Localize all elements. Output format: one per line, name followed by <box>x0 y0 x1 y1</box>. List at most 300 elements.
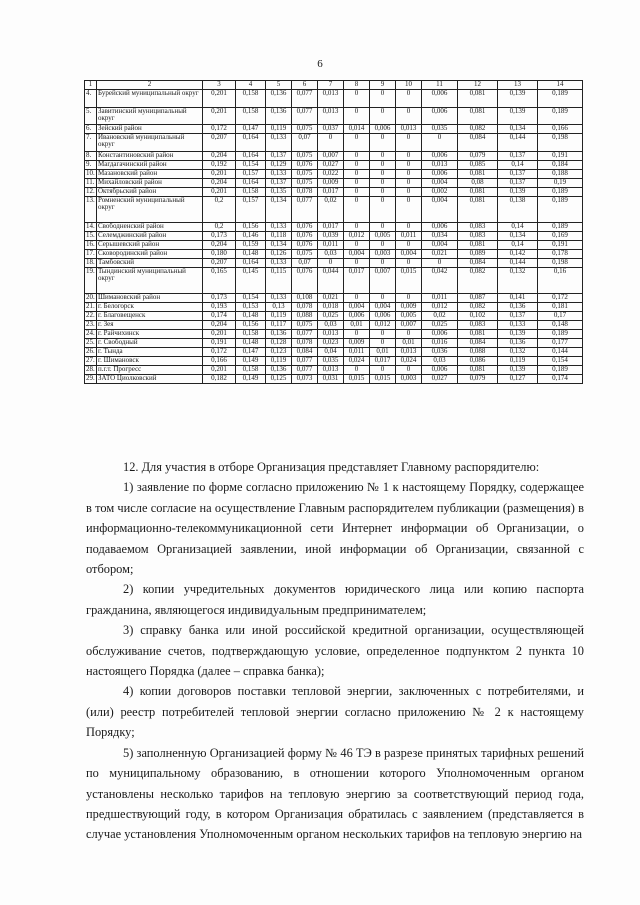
value-cell: 0 <box>370 187 396 196</box>
value-cell: 0,075 <box>292 320 318 329</box>
value-cell: 0,023 <box>318 338 344 347</box>
header-cell: 3 <box>203 81 236 90</box>
value-cell: 0,132 <box>498 347 538 356</box>
table-row <box>85 374 583 383</box>
value-cell: 0 <box>344 169 370 178</box>
value-cell: 0,013 <box>318 329 344 338</box>
value-cell: 0 <box>370 134 396 152</box>
value-cell: 0 <box>396 329 422 338</box>
value-cell: 0,137 <box>266 151 292 160</box>
value-cell: 0,015 <box>344 374 370 383</box>
value-cell: 0,013 <box>318 365 344 374</box>
value-cell: 0 <box>422 258 458 267</box>
value-cell: 0 <box>370 169 396 178</box>
table-row <box>85 249 583 258</box>
value-cell: 0 <box>344 187 370 196</box>
value-cell: 0,119 <box>266 125 292 134</box>
value-cell: 0 <box>396 160 422 169</box>
value-cell: 0,174 <box>538 374 583 383</box>
district-name-cell: Мазановский район <box>97 169 203 178</box>
value-cell: 0,012 <box>344 231 370 240</box>
value-cell: 0,015 <box>396 267 422 293</box>
value-cell: 0,016 <box>422 338 458 347</box>
value-cell: 0,198 <box>538 134 583 152</box>
table-row <box>85 187 583 196</box>
table-row <box>85 178 583 187</box>
paragraph-12: 12. Для участия в отборе Организация представляет Главному распорядителю: <box>123 460 540 474</box>
value-cell: 0 <box>344 365 370 374</box>
value-cell: 0,078 <box>292 302 318 311</box>
row-number-cell: 28. <box>86 365 95 373</box>
value-cell: 0,148 <box>236 338 266 347</box>
value-cell: 0,173 <box>203 231 236 240</box>
value-cell: 0,075 <box>292 151 318 160</box>
value-cell: 0,012 <box>370 320 396 329</box>
table-row <box>85 134 583 152</box>
value-cell: 0,042 <box>422 267 458 293</box>
table-row <box>85 258 583 267</box>
district-name-cell: Магдагачинский район <box>97 160 203 169</box>
value-cell: 0,142 <box>498 249 538 258</box>
row-number-cell: 14. <box>86 222 95 230</box>
table-header-row <box>85 81 583 90</box>
value-cell: 0,204 <box>203 240 236 249</box>
value-cell: 0,173 <box>203 293 236 302</box>
value-cell: 0,009 <box>396 302 422 311</box>
value-cell: 0,149 <box>236 374 266 383</box>
header-cell: 2 <box>97 81 203 90</box>
value-cell: 0,158 <box>236 329 266 338</box>
value-cell: 0,036 <box>422 347 458 356</box>
table-row <box>85 365 583 374</box>
value-cell: 0,153 <box>236 302 266 311</box>
value-cell: 0,017 <box>318 222 344 231</box>
value-cell: 0,002 <box>422 187 458 196</box>
value-cell: 0,204 <box>203 151 236 160</box>
value-cell: 0,004 <box>422 196 458 222</box>
value-cell: 0,147 <box>236 125 266 134</box>
district-name-cell: Завитинский муниципальный округ <box>97 107 203 125</box>
value-cell: 0,025 <box>422 320 458 329</box>
value-cell: 0,119 <box>498 356 538 365</box>
value-cell: 0,088 <box>292 311 318 320</box>
value-cell: 0 <box>344 240 370 249</box>
value-cell: 0,204 <box>203 320 236 329</box>
value-cell: 0 <box>370 240 396 249</box>
row-number-cell: 22. <box>86 311 95 319</box>
value-cell: 0,013 <box>318 90 344 108</box>
value-cell: 0,158 <box>236 107 266 125</box>
value-cell: 0,018 <box>318 302 344 311</box>
table-row <box>85 196 583 222</box>
value-cell: 0,201 <box>203 107 236 125</box>
value-cell: 0,136 <box>498 302 538 311</box>
value-cell: 0,119 <box>266 356 292 365</box>
value-cell: 0 <box>396 222 422 231</box>
row-number-cell: 12. <box>86 187 95 195</box>
value-cell: 0 <box>370 365 396 374</box>
value-cell: 0,158 <box>236 187 266 196</box>
value-cell: 0,144 <box>538 347 583 356</box>
value-cell: 0,139 <box>498 365 538 374</box>
value-cell: 0,037 <box>318 125 344 134</box>
value-cell: 0,004 <box>370 302 396 311</box>
value-cell: 0,011 <box>344 347 370 356</box>
value-cell: 0,007 <box>396 320 422 329</box>
value-cell: 0,129 <box>266 160 292 169</box>
value-cell: 0,003 <box>396 374 422 383</box>
value-cell: 0,181 <box>538 302 583 311</box>
value-cell: 0,156 <box>236 320 266 329</box>
value-cell: 0 <box>344 293 370 302</box>
value-cell: 0,081 <box>458 240 498 249</box>
value-cell: 0 <box>396 107 422 125</box>
value-cell: 0,004 <box>344 302 370 311</box>
row-number-cell: 24. <box>86 329 95 337</box>
district-name-cell: Серышевский район <box>97 240 203 249</box>
value-cell: 0,004 <box>344 249 370 258</box>
district-name-cell: Зейский район <box>97 125 203 134</box>
district-name-cell: Тындинский муниципальный округ <box>97 267 203 293</box>
value-cell: 0,086 <box>458 356 498 365</box>
value-cell: 0 <box>396 258 422 267</box>
value-cell: 0,188 <box>538 169 583 178</box>
value-cell: 0,004 <box>396 249 422 258</box>
table-row <box>85 311 583 320</box>
value-cell: 0,189 <box>538 196 583 222</box>
value-cell: 0,089 <box>458 249 498 258</box>
value-cell: 0,136 <box>266 107 292 125</box>
value-cell: 0 <box>344 258 370 267</box>
value-cell: 0,133 <box>266 169 292 178</box>
value-cell: 0,006 <box>422 329 458 338</box>
value-cell: 0,134 <box>498 231 538 240</box>
value-cell: 0,07 <box>292 134 318 152</box>
value-cell: 0 <box>344 90 370 108</box>
value-cell: 0,081 <box>458 365 498 374</box>
value-cell: 0,011 <box>422 293 458 302</box>
value-cell: 0,024 <box>344 356 370 365</box>
value-cell: 0 <box>370 196 396 222</box>
value-cell: 0,082 <box>458 302 498 311</box>
district-name-cell: Шимановский район <box>97 293 203 302</box>
value-cell: 0,009 <box>318 178 344 187</box>
value-cell: 0,14 <box>498 160 538 169</box>
value-cell: 0,081 <box>458 329 498 338</box>
district-name-cell: г. Шимановск <box>97 356 203 365</box>
table-row <box>85 293 583 302</box>
value-cell: 0,17 <box>538 311 583 320</box>
value-cell: 0,083 <box>458 222 498 231</box>
value-cell: 0,082 <box>458 125 498 134</box>
value-cell: 0,137 <box>498 178 538 187</box>
value-cell: 0,207 <box>203 258 236 267</box>
value-cell: 0,144 <box>498 258 538 267</box>
value-cell: 0,087 <box>458 293 498 302</box>
value-cell: 0,027 <box>422 374 458 383</box>
value-cell: 0,079 <box>458 374 498 383</box>
value-cell: 0,044 <box>318 267 344 293</box>
value-cell: 0 <box>370 293 396 302</box>
value-cell: 0,182 <box>203 374 236 383</box>
value-cell: 0,031 <box>318 374 344 383</box>
value-cell: 0 <box>344 160 370 169</box>
value-cell: 0,076 <box>292 231 318 240</box>
value-cell: 0,075 <box>292 169 318 178</box>
value-cell: 0,077 <box>292 329 318 338</box>
table-row <box>85 302 583 311</box>
value-cell: 0,01 <box>344 320 370 329</box>
district-name-cell: Константиновский район <box>97 151 203 160</box>
value-cell: 0,088 <box>458 347 498 356</box>
value-cell: 0,021 <box>318 293 344 302</box>
table-row <box>85 320 583 329</box>
value-cell: 0 <box>396 187 422 196</box>
value-cell: 0 <box>396 151 422 160</box>
value-cell: 0,083 <box>458 320 498 329</box>
value-cell: 0,011 <box>396 231 422 240</box>
value-cell: 0,148 <box>236 249 266 258</box>
value-cell: 0,117 <box>266 320 292 329</box>
value-cell: 0,159 <box>236 240 266 249</box>
value-cell: 0,164 <box>236 178 266 187</box>
value-cell: 0,077 <box>292 365 318 374</box>
value-cell: 0,166 <box>538 125 583 134</box>
value-cell: 0,007 <box>370 267 396 293</box>
coefficients-table <box>84 80 583 384</box>
value-cell: 0,133 <box>266 293 292 302</box>
district-name-cell: г. Зея <box>97 320 203 329</box>
value-cell: 0,017 <box>318 187 344 196</box>
value-cell: 0,189 <box>538 222 583 231</box>
value-cell: 0 <box>370 329 396 338</box>
value-cell: 0,108 <box>292 293 318 302</box>
value-cell: 0,118 <box>266 231 292 240</box>
header-cell: 6 <box>292 81 318 90</box>
value-cell: 0 <box>344 222 370 231</box>
value-cell: 0,004 <box>422 178 458 187</box>
value-cell: 0,172 <box>203 347 236 356</box>
value-cell: 0,077 <box>292 107 318 125</box>
value-cell: 0,139 <box>498 329 538 338</box>
value-cell: 0,174 <box>203 311 236 320</box>
value-cell: 0,119 <box>266 311 292 320</box>
value-cell: 0,165 <box>203 267 236 293</box>
value-cell: 0,141 <box>498 293 538 302</box>
value-cell: 0,084 <box>458 134 498 152</box>
paragraph-item-3: 3) справку банка или иной российской кредитной организации, осуществляющей обслуживание счетов, подтверждающую условие, определенное подпунктом 2 пункта 10 настоящего Порядка (далее – справка банка); <box>86 623 584 679</box>
table-row <box>85 329 583 338</box>
district-name-cell: г. Свободный <box>97 338 203 347</box>
row-number-cell: 27. <box>86 356 95 364</box>
value-cell: 0,198 <box>538 258 583 267</box>
value-cell: 0,136 <box>266 329 292 338</box>
value-cell: 0,137 <box>498 311 538 320</box>
value-cell: 0,133 <box>266 258 292 267</box>
row-number-cell: 9. <box>85 160 97 169</box>
value-cell: 0,154 <box>538 356 583 365</box>
value-cell: 0 <box>370 160 396 169</box>
header-cell: 7 <box>318 81 344 90</box>
value-cell: 0,177 <box>538 338 583 347</box>
value-cell: 0,078 <box>292 187 318 196</box>
value-cell: 0,172 <box>203 125 236 134</box>
district-name-cell: г. Райчихинск <box>97 329 203 338</box>
district-name-cell: Свободненский район <box>97 222 203 231</box>
row-number-cell: 18. <box>86 258 95 266</box>
value-cell: 0,201 <box>203 365 236 374</box>
value-cell: 0,19 <box>538 178 583 187</box>
value-cell: 0,138 <box>498 196 538 222</box>
value-cell: 0,204 <box>203 178 236 187</box>
value-cell: 0 <box>318 258 344 267</box>
value-cell: 0,085 <box>458 160 498 169</box>
row-number-cell: 6. <box>85 125 97 134</box>
value-cell: 0,006 <box>422 222 458 231</box>
value-cell: 0,004 <box>422 240 458 249</box>
paragraph-item-5: 5) заполненную Организацией форму № 46 ТЭ в разрезе принятых тарифных решений по муниципальному образованию, в отношении которого Уполномоченным органом установлены несколько тарифов на тепловую энергию за соответствующий период года, предшествующий году, в котором Организация обратилась с заявлением (представляется в случае установления Уполномоченным органом нескольких тарифов на тепловую энергию на <box>86 745 584 842</box>
district-name-cell: Октябрьский район <box>97 187 203 196</box>
header-cell: 10 <box>396 81 422 90</box>
value-cell: 0,189 <box>538 90 583 108</box>
value-cell: 0,166 <box>203 356 236 365</box>
value-cell: 0,013 <box>422 160 458 169</box>
value-cell: 0,134 <box>266 240 292 249</box>
table-row <box>85 107 583 125</box>
value-cell: 0,084 <box>458 258 498 267</box>
value-cell: 0,035 <box>318 356 344 365</box>
value-cell: 0 <box>396 178 422 187</box>
value-cell: 0,009 <box>344 338 370 347</box>
table-row <box>85 338 583 347</box>
value-cell: 0,134 <box>266 196 292 222</box>
value-cell: 0,189 <box>538 187 583 196</box>
value-cell: 0,125 <box>266 374 292 383</box>
district-name-cell: г. Тында <box>97 347 203 356</box>
value-cell: 0,201 <box>203 90 236 108</box>
value-cell: 0,084 <box>292 347 318 356</box>
value-cell: 0 <box>396 134 422 152</box>
value-cell: 0,022 <box>318 169 344 178</box>
value-cell: 0,084 <box>458 338 498 347</box>
row-number-cell: 8. <box>85 151 97 160</box>
row-number-cell: 26. <box>86 347 95 355</box>
table-row <box>85 267 583 293</box>
header-cell: 14 <box>538 81 583 90</box>
value-cell: 0 <box>370 222 396 231</box>
value-cell: 0,201 <box>203 329 236 338</box>
value-cell: 0,027 <box>318 160 344 169</box>
value-cell: 0,2 <box>203 222 236 231</box>
value-cell: 0,011 <box>318 240 344 249</box>
value-cell: 0,003 <box>370 249 396 258</box>
table-row <box>85 160 583 169</box>
value-cell: 0,02 <box>318 196 344 222</box>
value-cell: 0,158 <box>236 90 266 108</box>
table-row <box>85 90 583 108</box>
value-cell: 0,075 <box>292 178 318 187</box>
value-cell: 0,02 <box>422 311 458 320</box>
value-cell: 0 <box>396 365 422 374</box>
value-cell: 0,164 <box>236 151 266 160</box>
paragraph-item-4: 4) копии договоров поставки тепловой энергии, заключенных с потребителями, и (или) реестр потребителей тепловой энергии согласно приложению № 2 к настоящему Порядку; <box>86 684 584 740</box>
value-cell: 0,006 <box>422 107 458 125</box>
value-cell: 0 <box>344 196 370 222</box>
table-row <box>85 356 583 365</box>
value-cell: 0,137 <box>498 151 538 160</box>
value-cell: 0,102 <box>458 311 498 320</box>
value-cell: 0,078 <box>292 338 318 347</box>
value-cell: 0 <box>370 90 396 108</box>
value-cell: 0,145 <box>236 267 266 293</box>
value-cell: 0 <box>344 107 370 125</box>
table-body <box>85 81 583 384</box>
value-cell: 0,03 <box>422 356 458 365</box>
value-cell: 0,14 <box>498 240 538 249</box>
row-number-cell: 21. <box>86 302 95 310</box>
value-cell: 0 <box>370 338 396 347</box>
value-cell: 0,14 <box>498 222 538 231</box>
value-cell: 0,136 <box>266 90 292 108</box>
row-number-cell: 20. <box>86 293 95 301</box>
row-number-cell: 17. <box>86 249 95 257</box>
value-cell: 0,189 <box>538 329 583 338</box>
row-number-cell: 19. <box>85 267 97 293</box>
value-cell: 0,115 <box>266 267 292 293</box>
value-cell: 0,039 <box>318 231 344 240</box>
value-cell: 0,180 <box>203 249 236 258</box>
value-cell: 0,081 <box>458 90 498 108</box>
value-cell: 0,005 <box>396 311 422 320</box>
value-cell: 0,207 <box>203 134 236 152</box>
value-cell: 0,184 <box>538 160 583 169</box>
table-row <box>85 347 583 356</box>
value-cell: 0,081 <box>458 196 498 222</box>
value-cell: 0,006 <box>422 90 458 108</box>
header-cell: 5 <box>266 81 292 90</box>
value-cell: 0,076 <box>292 222 318 231</box>
row-number-cell: 16. <box>86 240 95 248</box>
district-name-cell: Ромненский муниципальный округ <box>97 196 203 222</box>
body-text <box>86 457 584 845</box>
row-number-cell: 10. <box>86 169 95 177</box>
value-cell: 0,005 <box>370 231 396 240</box>
value-cell: 0,127 <box>498 374 538 383</box>
value-cell: 0,017 <box>344 267 370 293</box>
value-cell: 0 <box>422 134 458 152</box>
value-cell: 0,006 <box>344 311 370 320</box>
value-cell: 0 <box>370 258 396 267</box>
value-cell: 0,201 <box>203 169 236 178</box>
value-cell: 0,136 <box>266 365 292 374</box>
value-cell: 0,164 <box>236 258 266 267</box>
row-number-cell: 15. <box>86 231 95 239</box>
row-number-cell: 29. <box>86 374 95 382</box>
value-cell: 0,006 <box>422 365 458 374</box>
value-cell: 0,144 <box>498 134 538 152</box>
value-cell: 0,006 <box>422 169 458 178</box>
value-cell: 0 <box>318 134 344 152</box>
value-cell: 0,192 <box>203 160 236 169</box>
value-cell: 0,077 <box>292 90 318 108</box>
value-cell: 0,076 <box>292 267 318 293</box>
value-cell: 0,139 <box>498 107 538 125</box>
value-cell: 0,034 <box>422 231 458 240</box>
value-cell: 0,025 <box>318 311 344 320</box>
district-name-cell: Бурейский муниципальный округ <box>97 90 203 108</box>
value-cell: 0,075 <box>292 125 318 134</box>
district-name-cell: Ивановский муниципальный округ <box>97 134 203 152</box>
